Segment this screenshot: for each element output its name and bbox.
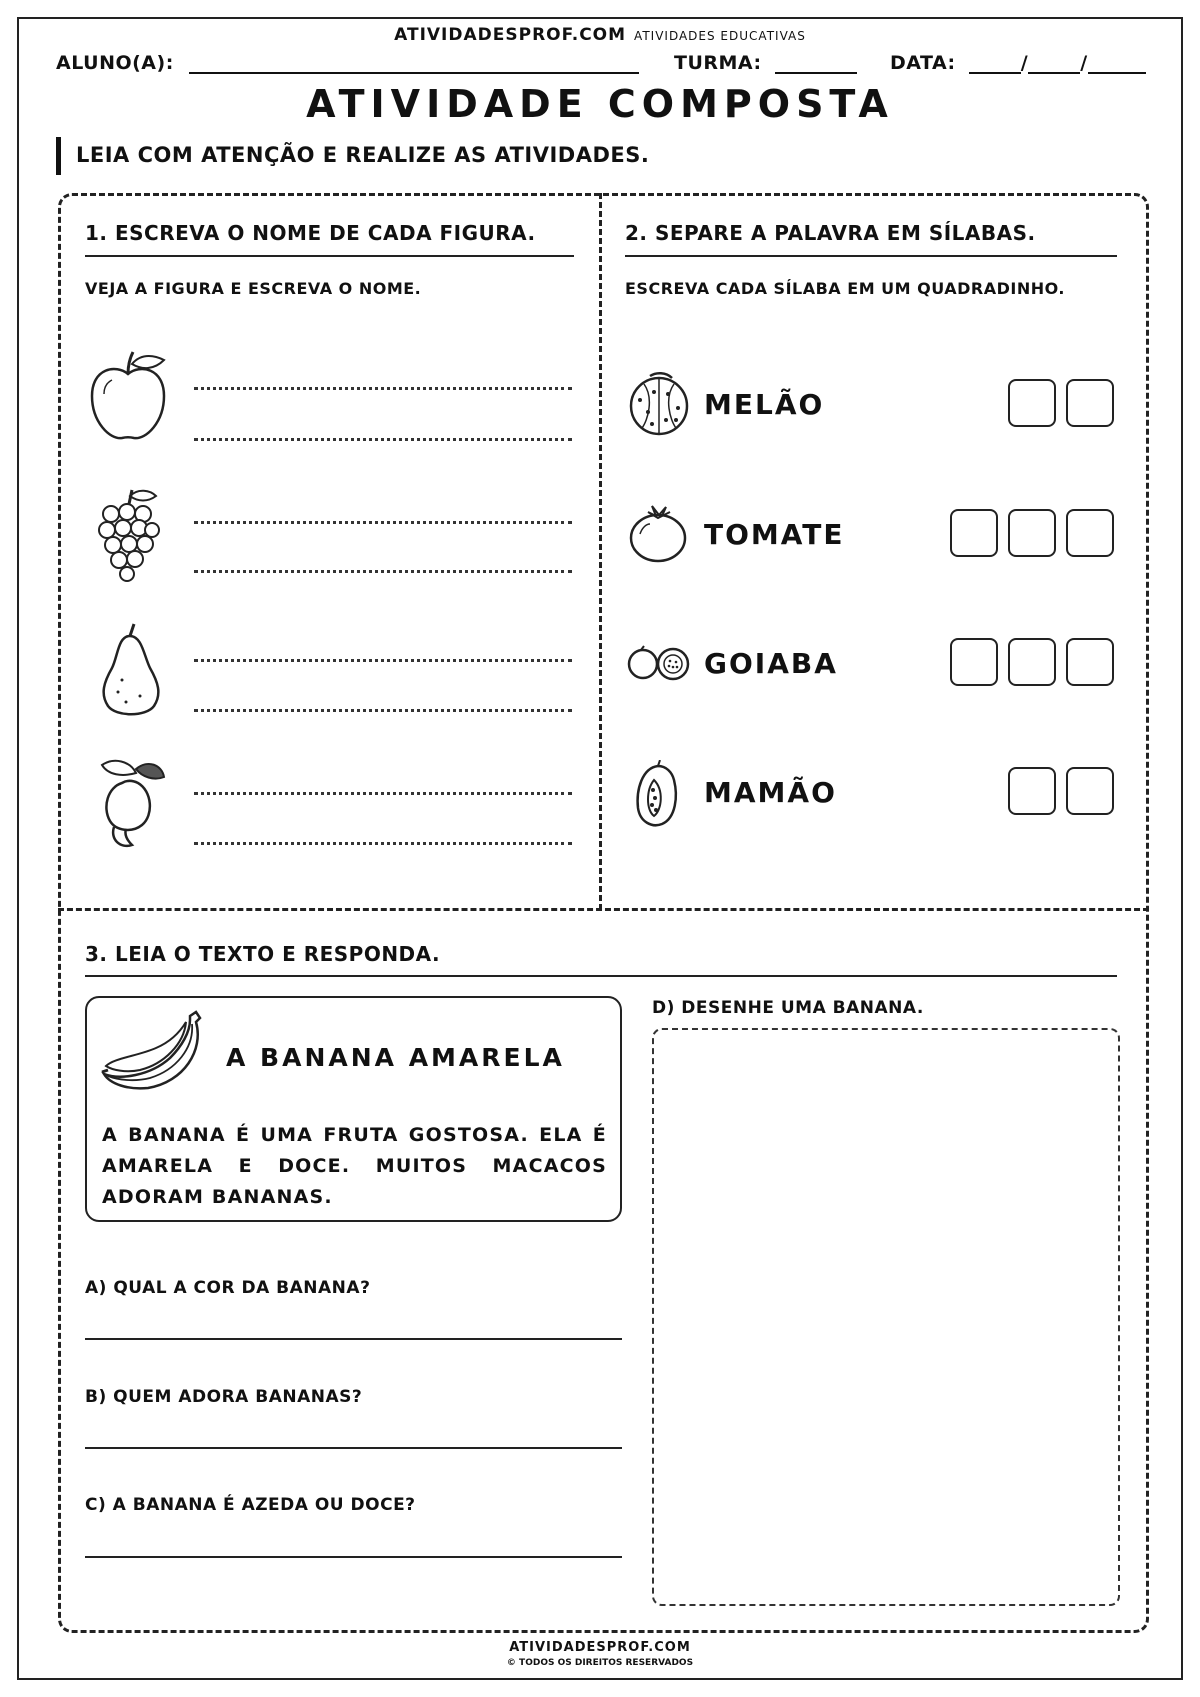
answer-dotline[interactable] [194, 792, 572, 795]
guava-icon [626, 645, 692, 681]
date-field[interactable] [890, 52, 1146, 74]
pear-icon [96, 622, 166, 718]
syllable-word: TOMATE [704, 518, 845, 551]
class-field[interactable] [674, 52, 857, 74]
grapes-icon [98, 486, 160, 582]
answer-dotline[interactable] [194, 659, 572, 662]
syllable-box[interactable] [1066, 638, 1114, 686]
answer-dotline[interactable] [194, 387, 572, 390]
date-month-line[interactable] [1028, 54, 1080, 74]
question-c: C) A BANANA É AZEDA OU DOCE? [85, 1495, 416, 1515]
syllable-box[interactable] [1008, 638, 1056, 686]
date-separator: / [1020, 52, 1029, 74]
section-divider-vertical [599, 193, 602, 910]
student-name-line[interactable] [189, 54, 639, 74]
apple-icon [86, 350, 170, 442]
syllable-box[interactable] [1066, 379, 1114, 427]
section3-rule [85, 975, 1117, 977]
site-header [0, 25, 1200, 45]
answer-dotline[interactable] [194, 570, 572, 573]
syllable-box[interactable] [950, 509, 998, 557]
syllable-box[interactable] [950, 638, 998, 686]
section3-title: 3. LEIA O TEXTO E RESPONDA. [85, 942, 441, 966]
section2-subtitle: ESCREVA CADA SÍLABA EM UM QUADRADINHO. [625, 279, 1065, 298]
question-a: A) QUAL A COR DA BANANA? [85, 1278, 371, 1298]
date-separator: / [1080, 52, 1088, 74]
class-line[interactable] [775, 54, 857, 74]
syllable-word: GOIABA [704, 647, 838, 680]
student-field[interactable] [56, 52, 639, 74]
site-tagline: ATIVIDADES EDUCATIVAS [634, 29, 806, 43]
section2-rule [625, 255, 1117, 257]
section-divider-horizontal [58, 908, 1149, 911]
answer-line-a[interactable] [85, 1338, 622, 1340]
papaya-icon [632, 760, 682, 830]
instruction-bar [56, 137, 61, 175]
class-label: TURMA: [674, 52, 762, 74]
answer-line-b[interactable] [85, 1447, 622, 1449]
syllable-box[interactable] [1008, 767, 1056, 815]
answer-line-c[interactable] [85, 1556, 622, 1558]
footer-copyright: © TODOS OS DIREITOS RESERVADOS [506, 1658, 694, 1668]
section1-subtitle: VEJA A FIGURA E ESCREVA O NOME. [85, 279, 422, 298]
syllable-box[interactable] [1066, 509, 1114, 557]
melon-icon [628, 370, 690, 436]
answer-dotline[interactable] [194, 521, 572, 524]
story-title: A BANANA AMARELA [226, 1043, 565, 1072]
cashew-icon [92, 755, 168, 851]
site-name: ATIVIDADESPROF.COM [394, 25, 627, 45]
section2-title: 2. SEPARE A PALAVRA EM SÍLABAS. [625, 221, 1036, 245]
page-title: ATIVIDADE COMPOSTA [306, 82, 894, 126]
answer-dotline[interactable] [194, 438, 572, 441]
syllable-word: MELÃO [704, 388, 825, 421]
drawing-area[interactable] [652, 1028, 1120, 1606]
syllable-word: MAMÃO [704, 776, 837, 809]
student-label: ALUNO(A): [56, 52, 174, 74]
date-day-line[interactable] [969, 54, 1021, 74]
question-b: B) QUEM ADORA BANANAS? [85, 1387, 363, 1407]
story-text: A BANANA É UMA FRUTA GOSTOSA. ELA É AMARELA E DOCE. MUITOS MACACOS ADORAM BANANAS. [102, 1124, 607, 1208]
answer-dotline[interactable] [194, 842, 572, 845]
date-label: DATA: [890, 52, 956, 74]
footer-site: ATIVIDADESPROF.COM [509, 1640, 691, 1655]
instructions: LEIA COM ATENÇÃO E REALIZE AS ATIVIDADES. [76, 143, 650, 167]
section1-title: 1. ESCREVA O NOME DE CADA FIGURA. [85, 221, 536, 245]
syllable-box[interactable] [1008, 379, 1056, 427]
section1-rule [85, 255, 574, 257]
syllable-box[interactable] [1008, 509, 1056, 557]
syllable-box[interactable] [1066, 767, 1114, 815]
draw-prompt: D) DESENHE UMA BANANA. [652, 998, 924, 1018]
banana-icon [100, 1010, 212, 1094]
date-year-line[interactable] [1088, 54, 1146, 74]
tomato-icon [628, 504, 688, 564]
answer-dotline[interactable] [194, 709, 572, 712]
